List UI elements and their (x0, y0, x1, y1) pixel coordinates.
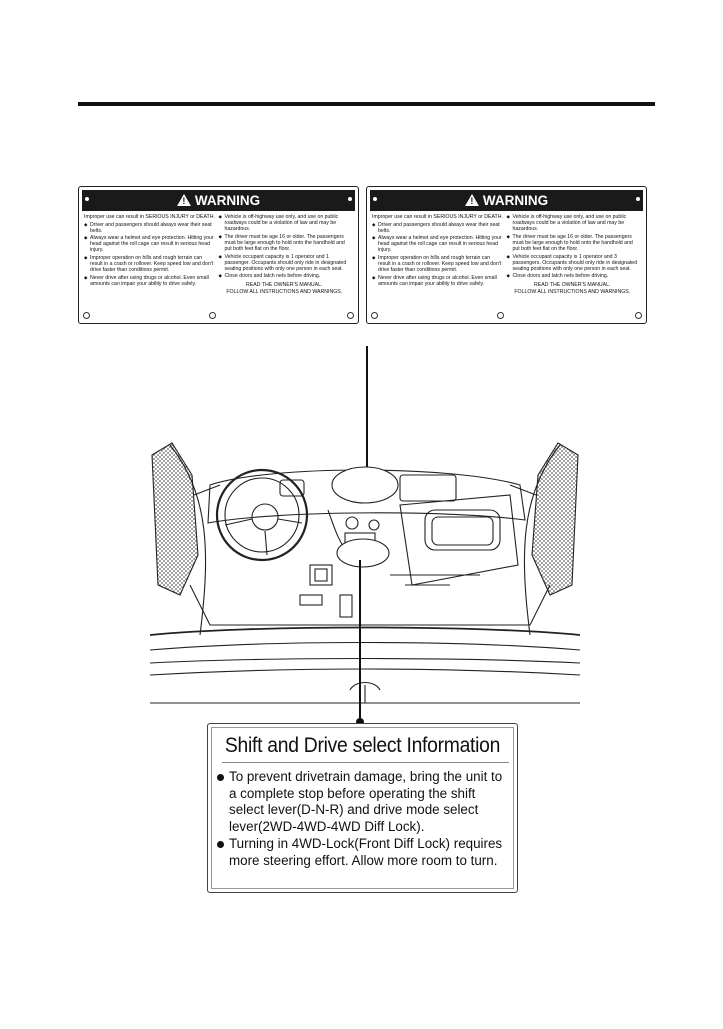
info-item (217, 769, 511, 835)
left-side-net (152, 443, 198, 595)
warning-header (82, 190, 355, 211)
rivet-dot-icon (348, 197, 352, 201)
warning-left-column (84, 214, 219, 313)
warning-bullet: ◆ Never drive after using drugs or alcohol. Even small amounts can impair your ability to drive safely. (84, 275, 216, 287)
warning-header (370, 190, 643, 211)
warning-bullet: ◆ Vehicle is off-highway use only, and use on public roadways could be a violation of law and may be hazardous. (219, 214, 351, 232)
mount-hole-icon (347, 312, 354, 319)
warning-bullet: ◆ Vehicle occupant capacity is 1 operator and 1 passenger. Occupants should only ride in designated seating positions with only one person in each seat. (219, 254, 351, 272)
info-title: Shift and Drive select Information (224, 734, 501, 757)
warning-bullet: ◆ Close doors and latch nets before driving. (507, 273, 639, 279)
mount-hole-icon (209, 312, 216, 319)
info-divider (222, 762, 509, 763)
warning-bullet: ◆ Close doors and latch nets before driving. (219, 273, 351, 279)
warning-bullet: ◆ Driver and passengers should always wear their seat belts. (84, 222, 216, 234)
warning-triangle-icon: ! (465, 194, 479, 206)
mount-hole-icon (497, 312, 504, 319)
dash-label-location-top (332, 467, 398, 503)
mount-hole-icon (371, 312, 378, 319)
info-item-text: Turning in 4WD-Lock(Front Diff Lock) requires more steering effort. Allow more room to turn. (229, 836, 503, 868)
warning-triangle-icon: ! (177, 194, 191, 206)
warning-right-column (507, 214, 642, 313)
shift-drive-info-label (207, 723, 518, 893)
mount-hole-icon (83, 312, 90, 319)
warning-footer-1: READ THE OWNER'S MANUAL. (246, 282, 323, 289)
warning-bullet: ◆ The driver must be age 16 or older. The passengers must be large enough to hold onto the handhold and put both feet flat on the floor. (507, 234, 639, 252)
info-item-text: To prevent drivetrain damage, bring the unit to a complete stop before operating the shift select lever(D-N-R) and drive mode select lever(2WD-4WD-4WD Diff Lock). (229, 769, 503, 834)
glovebox-lid (400, 475, 456, 501)
header-rule (78, 102, 655, 106)
dash-label-location-lower (337, 539, 389, 567)
warning-bullet: ◆ Vehicle occupant capacity is 1 operator and 3 passengers. Occupants should only ride in designated seating positions with only one person in each seat. (507, 254, 639, 272)
warning-left-column (372, 214, 507, 313)
bullet-dot-icon (217, 774, 224, 781)
warning-title: WARNING (194, 193, 261, 208)
warning-right-column (219, 214, 354, 313)
warning-footer-1: READ THE OWNER'S MANUAL. (534, 282, 611, 289)
rivet-dot-icon (373, 197, 377, 201)
rivet-dot-icon (85, 197, 89, 201)
warning-label-right (366, 186, 647, 324)
warning-label-left (78, 186, 359, 324)
warning-footer-2: FOLLOW ALL INSTRUCTIONS AND WARNINGS. (514, 288, 631, 295)
warning-title: WARNING (482, 193, 549, 208)
vehicle-dashboard-illustration (150, 435, 580, 707)
warning-bullet: ◆ The driver must be age 16 or older. The passengers must be large enough to hold onto the handhold and put both feet flat on the floor. (219, 234, 351, 252)
warning-bullet: ◆ Driver and passengers should always wear their seat belts. (372, 222, 504, 234)
rivet-dot-icon (636, 197, 640, 201)
leader-line-lower (359, 560, 361, 725)
warning-footer-2: FOLLOW ALL INSTRUCTIONS AND WARNINGS. (226, 288, 343, 295)
warning-bullet: ◆ Improper operation on hills and rough terrain can result in a crash or rollover. Keep speed low and don't drive faster than conditions permit. (84, 255, 216, 273)
warning-bullet: ◆ Always wear a helmet and eye protection. Hitting your head against the roll cage can result in serious head injury. (372, 235, 504, 253)
warning-bullet: ◆ Improper operation on hills and rough terrain can result in a crash or rollover. Keep speed low and don't drive faster than conditions permit. (372, 255, 504, 273)
right-side-net (532, 443, 578, 595)
warning-bullet: ◆ Never drive after using drugs or alcohol. Even small amounts can impair your ability to drive safely. (372, 275, 504, 287)
bullet-dot-icon (217, 841, 224, 848)
info-item (217, 836, 511, 869)
warning-intro: Improper use can result in SERIOUS INJURY or DEATH. (84, 214, 215, 220)
mount-hole-icon (635, 312, 642, 319)
warning-intro: Improper use can result in SERIOUS INJURY or DEATH. (372, 214, 503, 220)
warning-bullet: ◆ Vehicle is off-highway use only, and use on public roadways could be a violation of law and may be hazardous. (507, 214, 639, 232)
warning-bullet: ◆ Always wear a helmet and eye protection. Hitting your head against the roll cage can result in serious head injury. (84, 235, 216, 253)
